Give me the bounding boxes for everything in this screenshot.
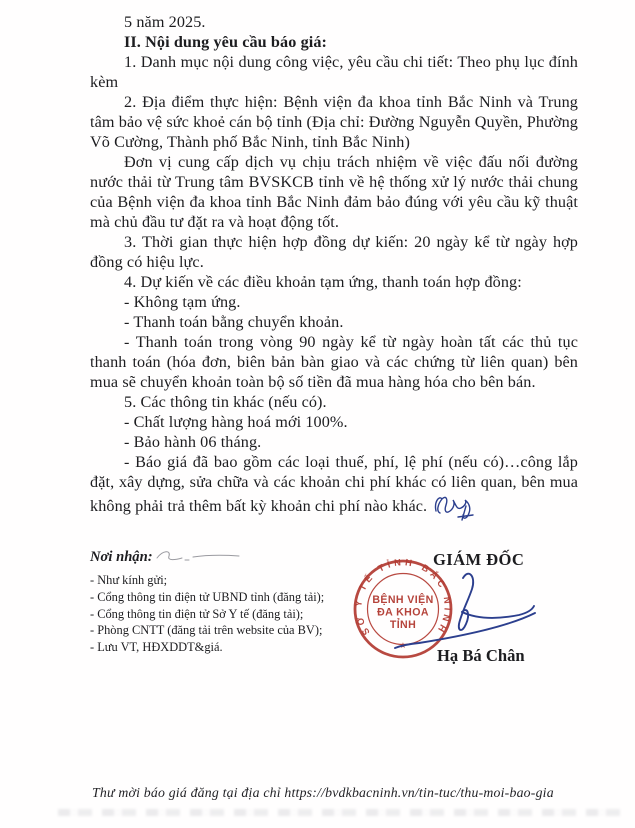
footer-note: Thư mời báo giá đăng tại địa chỉ https://bvdkbacninh.vn/tin-tuc/thu-moi-bao-gia [92, 785, 554, 800]
stamp-center-line: BỆNH VIỆN [372, 594, 434, 606]
recipient-item: - Cổng thông tin điện tử Sở Y tế (đăng tải); [90, 606, 304, 621]
recipient-item: - Như kính gửi; [90, 573, 168, 587]
handwritten-initials-icon [432, 492, 476, 522]
scan-artifact [58, 809, 624, 816]
recipient-item: - Cổng thông tin điện tử UBND tỉnh (đăng tải); [90, 589, 325, 604]
recipient-item: - Lưu VT, HĐXDDT&giá. [90, 640, 223, 655]
signature-ink-icon [393, 570, 545, 654]
recipients-label: Nơi nhận: [90, 549, 153, 565]
bullet-line: - Không tạm ứng. [124, 293, 241, 311]
handwritten-flourish-icon [155, 548, 241, 564]
stamp-center-line: ĐA KHOA [377, 606, 429, 619]
stamp-ring-text: SỞ Y TẾ TỈNH BẮC NINH [353, 558, 453, 637]
recipients-list [90, 572, 370, 656]
date-line: 5 năm 2025. [124, 13, 206, 31]
paragraph-item-4: 4. Dự kiến về các điều khoản tạm ứng, thanh toán hợp đồng: [124, 273, 522, 291]
bullet-line: - Thanh toán bằng chuyển khoản. [124, 313, 344, 331]
initials-strokes [436, 497, 473, 520]
bullet-line: - Bảo hành 06 tháng. [124, 433, 262, 451]
bullet-line-last [90, 452, 578, 522]
stamp-center-line: TỈNH [389, 619, 417, 631]
recipients-block [90, 548, 370, 656]
paragraph-item-2: 2. Địa điểm thực hiện: Bệnh viện đa khoa tỉnh Bắc Ninh và Trung tâm bảo vệ sức khoẻ cán bộ tỉnh (Địa chỉ: Đường Nguyễn Quyền, Phường Võ Cường, Thành phố Bắc Ninh, tỉnh Bắc Ninh) [90, 93, 578, 151]
signer-title: GIÁM ĐỐC [433, 550, 525, 569]
paragraph-item-5: 5. Các thông tin khác (nếu có). [124, 393, 327, 411]
section-heading: II. Nội dung yêu cầu báo giá: [124, 33, 328, 51]
bullet-line: - Thanh toán trong vòng 90 ngày kể từ ngày hoàn tất các thủ tục thanh toán (hóa đơn, biên bản bàn giao và các chứng từ liên quan) bên mua sẽ chuyển khoản toàn bộ số tiền đã mua hàng hóa cho bên bán. [90, 333, 578, 391]
paragraph-item-1: 1. Danh mục nội dung công việc, yêu cầu chi tiết: Theo phụ lục đính kèm [90, 53, 578, 91]
signer-name: Hạ Bá Chân [437, 646, 525, 665]
bullet-line-text: - Báo giá đã bao gồm các loại thuế, phí, lệ phí (nếu có)…công lắp đặt, xây dựng, sửa chữa và các khoản chi phí khác có liên quan, bên mua không phải trả thêm bất kỳ khoản chi phí nào khác. [90, 453, 578, 515]
stamp-star-icon: ★ [399, 641, 407, 650]
paragraph-item-3: 3. Thời gian thực hiện hợp đồng dự kiến: 20 ngày kể từ ngày hợp đồng có hiệu lực. [90, 233, 578, 271]
bullet-line: - Chất lượng hàng hoá mới 100%. [124, 413, 348, 431]
paragraph-note: Đơn vị cung cấp dịch vụ chịu trách nhiệm về việc đấu nối đường nước thải từ Trung tâm BVSKCB tỉnh về hệ thống xử lý nước thải chung của Bệnh viện đa khoa tỉnh Bắc Ninh đảm bảo đúng với yêu cầu kỹ thuật mà chủ đầu tư đặt ra và hoạt động tốt. [90, 153, 578, 231]
recipient-item: - Phòng CNTT (đăng tải trên website của BV); [90, 623, 323, 638]
document-body [90, 12, 578, 522]
